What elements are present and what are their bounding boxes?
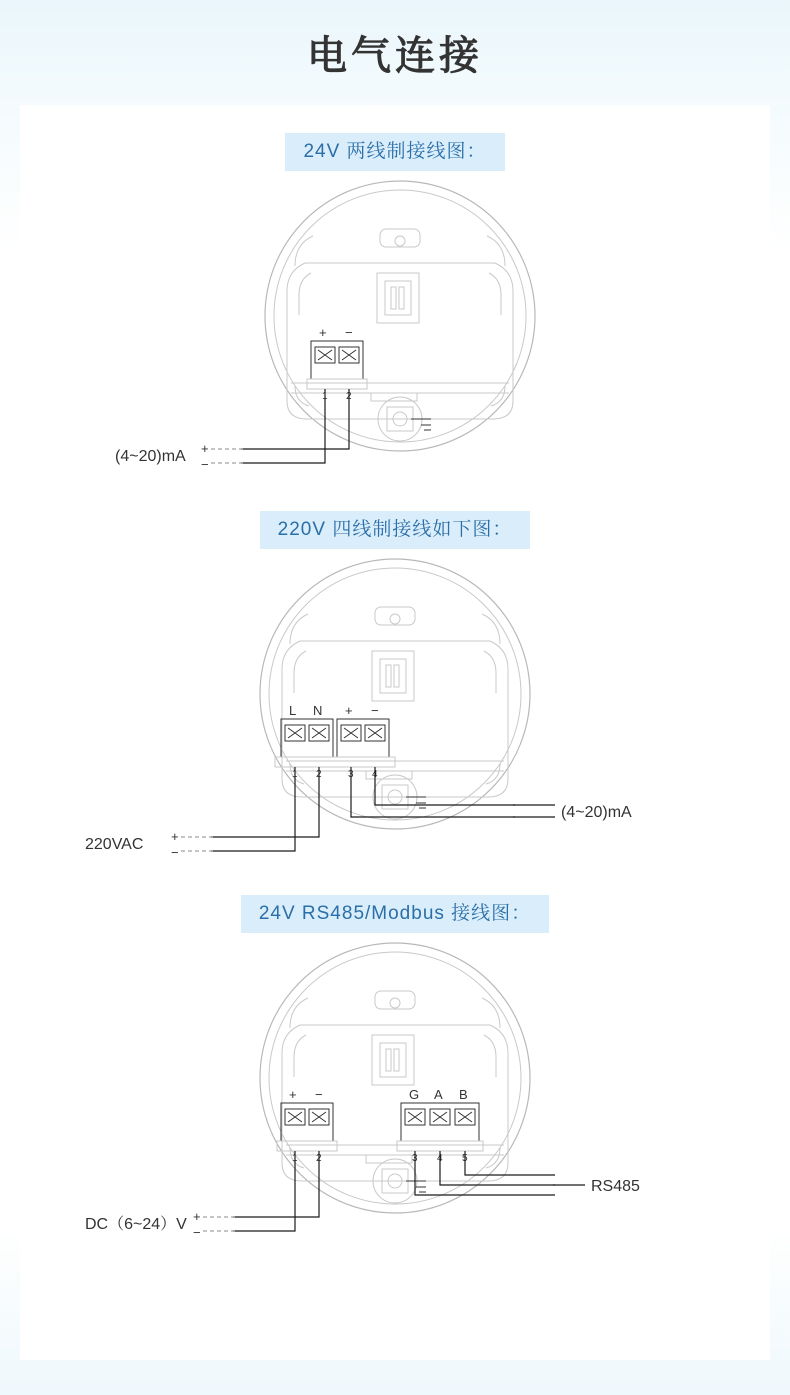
terminal-block-power	[277, 1087, 337, 1164]
terminal-number-3-5: 5	[462, 1153, 468, 1164]
terminal-number-3-2: 2	[316, 1153, 322, 1164]
terminal-mark-minus-1: −	[345, 325, 353, 340]
terminal-number-2-3: 3	[348, 769, 354, 780]
terminal-mark-plus-1: +	[319, 325, 327, 340]
terminal-number-2-1: 1	[292, 769, 298, 780]
figure-four-wire-220v	[85, 549, 705, 889]
terminal-block-1	[307, 325, 367, 402]
terminal-mark-g: G	[409, 1087, 420, 1102]
wire-sign-minus-1: −	[201, 457, 209, 472]
terminal-mark-n: N	[313, 703, 323, 718]
terminal-mark-plus-3: +	[289, 1087, 297, 1102]
chip-wrap-2	[20, 511, 770, 549]
figure-two-wire-24v	[115, 171, 675, 501]
wire-label-4-20ma-2: (4~20)mA	[561, 804, 632, 821]
figure-rs485-modbus	[85, 933, 705, 1263]
wire-sign-minus-2: −	[171, 845, 179, 860]
wire-label-rs485: RS485	[591, 1178, 640, 1195]
section-rs485-modbus-24v	[20, 889, 770, 1263]
wire-sign-plus-2: +	[171, 829, 179, 844]
terminal-mark-minus-2: −	[371, 703, 379, 718]
chip-wrap-1	[20, 133, 770, 171]
terminal-number-2-2: 2	[316, 769, 322, 780]
terminal-number-3-1: 1	[292, 1153, 298, 1164]
terminal-number-3-3: 3	[412, 1153, 418, 1164]
section-label-two-wire-24v: 24V 两线制接线图：	[285, 133, 504, 171]
terminal-mark-minus-3: −	[315, 1087, 323, 1102]
terminal-number-2-4: 4	[372, 769, 378, 780]
wire-sign-minus-3: −	[193, 1225, 201, 1240]
page-title: 电气连接	[307, 34, 483, 78]
content-panel	[20, 105, 770, 1360]
terminal-number-1-2: 2	[346, 391, 352, 402]
chip-wrap-3	[20, 895, 770, 933]
wire-label-4-20ma-1: (4~20)mA	[115, 448, 186, 465]
terminal-number-3-4: 4	[437, 1153, 443, 1164]
section-label-four-wire-220v: 220V 四线制接线如下图：	[260, 511, 531, 549]
wire-label-220vac: 220VAC	[85, 836, 144, 853]
terminal-number-1-1: 1	[322, 391, 328, 402]
wire-sign-plus-1: +	[201, 441, 209, 456]
terminal-mark-b: B	[459, 1087, 468, 1102]
terminal-mark-plus-2: +	[345, 703, 353, 718]
terminal-mark-l: L	[289, 703, 297, 718]
section-four-wire-220v	[20, 501, 770, 889]
section-label-rs485-modbus: 24V RS485/Modbus 接线图：	[241, 895, 549, 933]
terminal-mark-a: A	[434, 1087, 443, 1102]
wire-sign-plus-3: +	[193, 1209, 201, 1224]
terminal-block-2	[275, 703, 395, 780]
section-two-wire-24v	[20, 105, 770, 501]
wire-label-dc-6-24v: DC（6~24）V	[85, 1216, 187, 1233]
